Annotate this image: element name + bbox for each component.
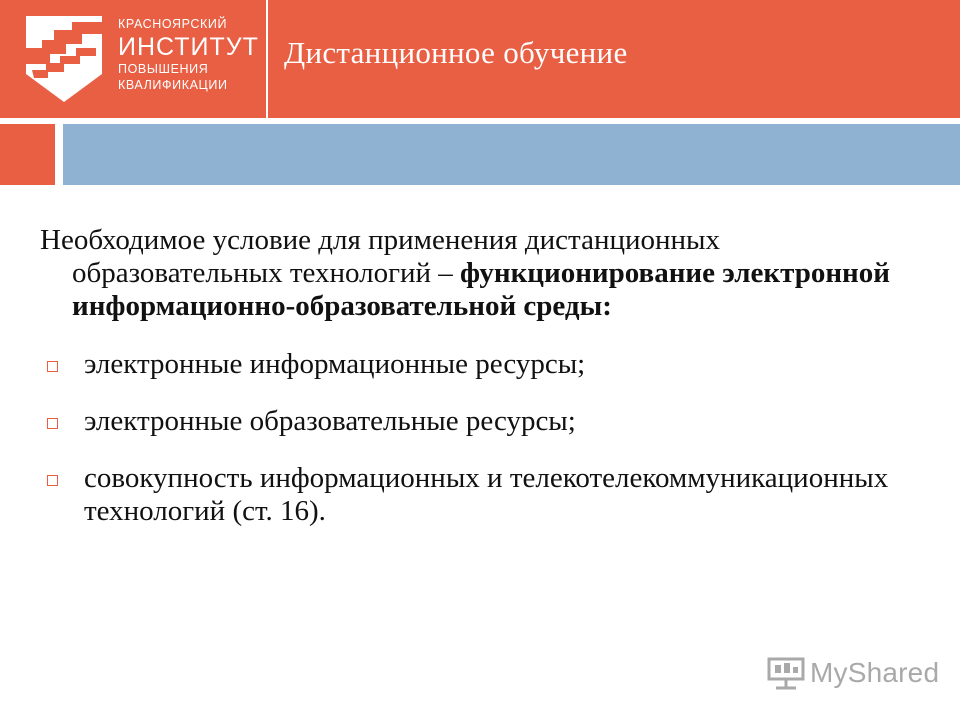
list-item: [40, 348, 930, 381]
institute-logo-icon: [26, 16, 102, 102]
slide-content: [40, 224, 930, 552]
watermark-text: MyShared: [810, 657, 940, 688]
institute-logo: [26, 16, 266, 102]
logo-line-4: КВАЛИФИКАЦИИ: [118, 78, 228, 92]
myshared-watermark: [766, 656, 939, 690]
square-bullet-icon: [47, 418, 58, 429]
decor-blue-band: [63, 124, 960, 185]
intro-bold-text: функционирование электронной информационно-образовательной среды:: [72, 257, 890, 322]
logo-line-1: КРАСНОЯРСКИЙ: [118, 17, 228, 31]
logo-line-3: ПОВЫШЕНИЯ: [118, 61, 209, 76]
list-item: [40, 462, 930, 528]
list-item-text: электронные образовательные ресурсы;: [84, 405, 576, 437]
presentation-board-icon: [766, 656, 806, 690]
slide-title: Дистанционное обучение: [284, 35, 628, 70]
list-item: [40, 405, 930, 438]
intro-text: Необходимое условие для применения дистанционных образовательных технологий –: [40, 224, 721, 289]
square-bullet-icon: [47, 475, 58, 486]
intro-paragraph: [40, 224, 930, 323]
header-divider: [266, 0, 268, 118]
list-item-text: электронные информационные ресурсы;: [84, 348, 586, 380]
square-bullet-icon: [47, 361, 58, 372]
institute-logo-text: [118, 18, 259, 96]
logo-line-2: ИНСТИТУТ: [118, 32, 259, 61]
decor-red-block: [0, 124, 55, 185]
list-item-text: совокупность информационных и телекотелекоммуникационных технологий (ст. 16).: [84, 462, 889, 527]
slide-header: [0, 0, 960, 118]
